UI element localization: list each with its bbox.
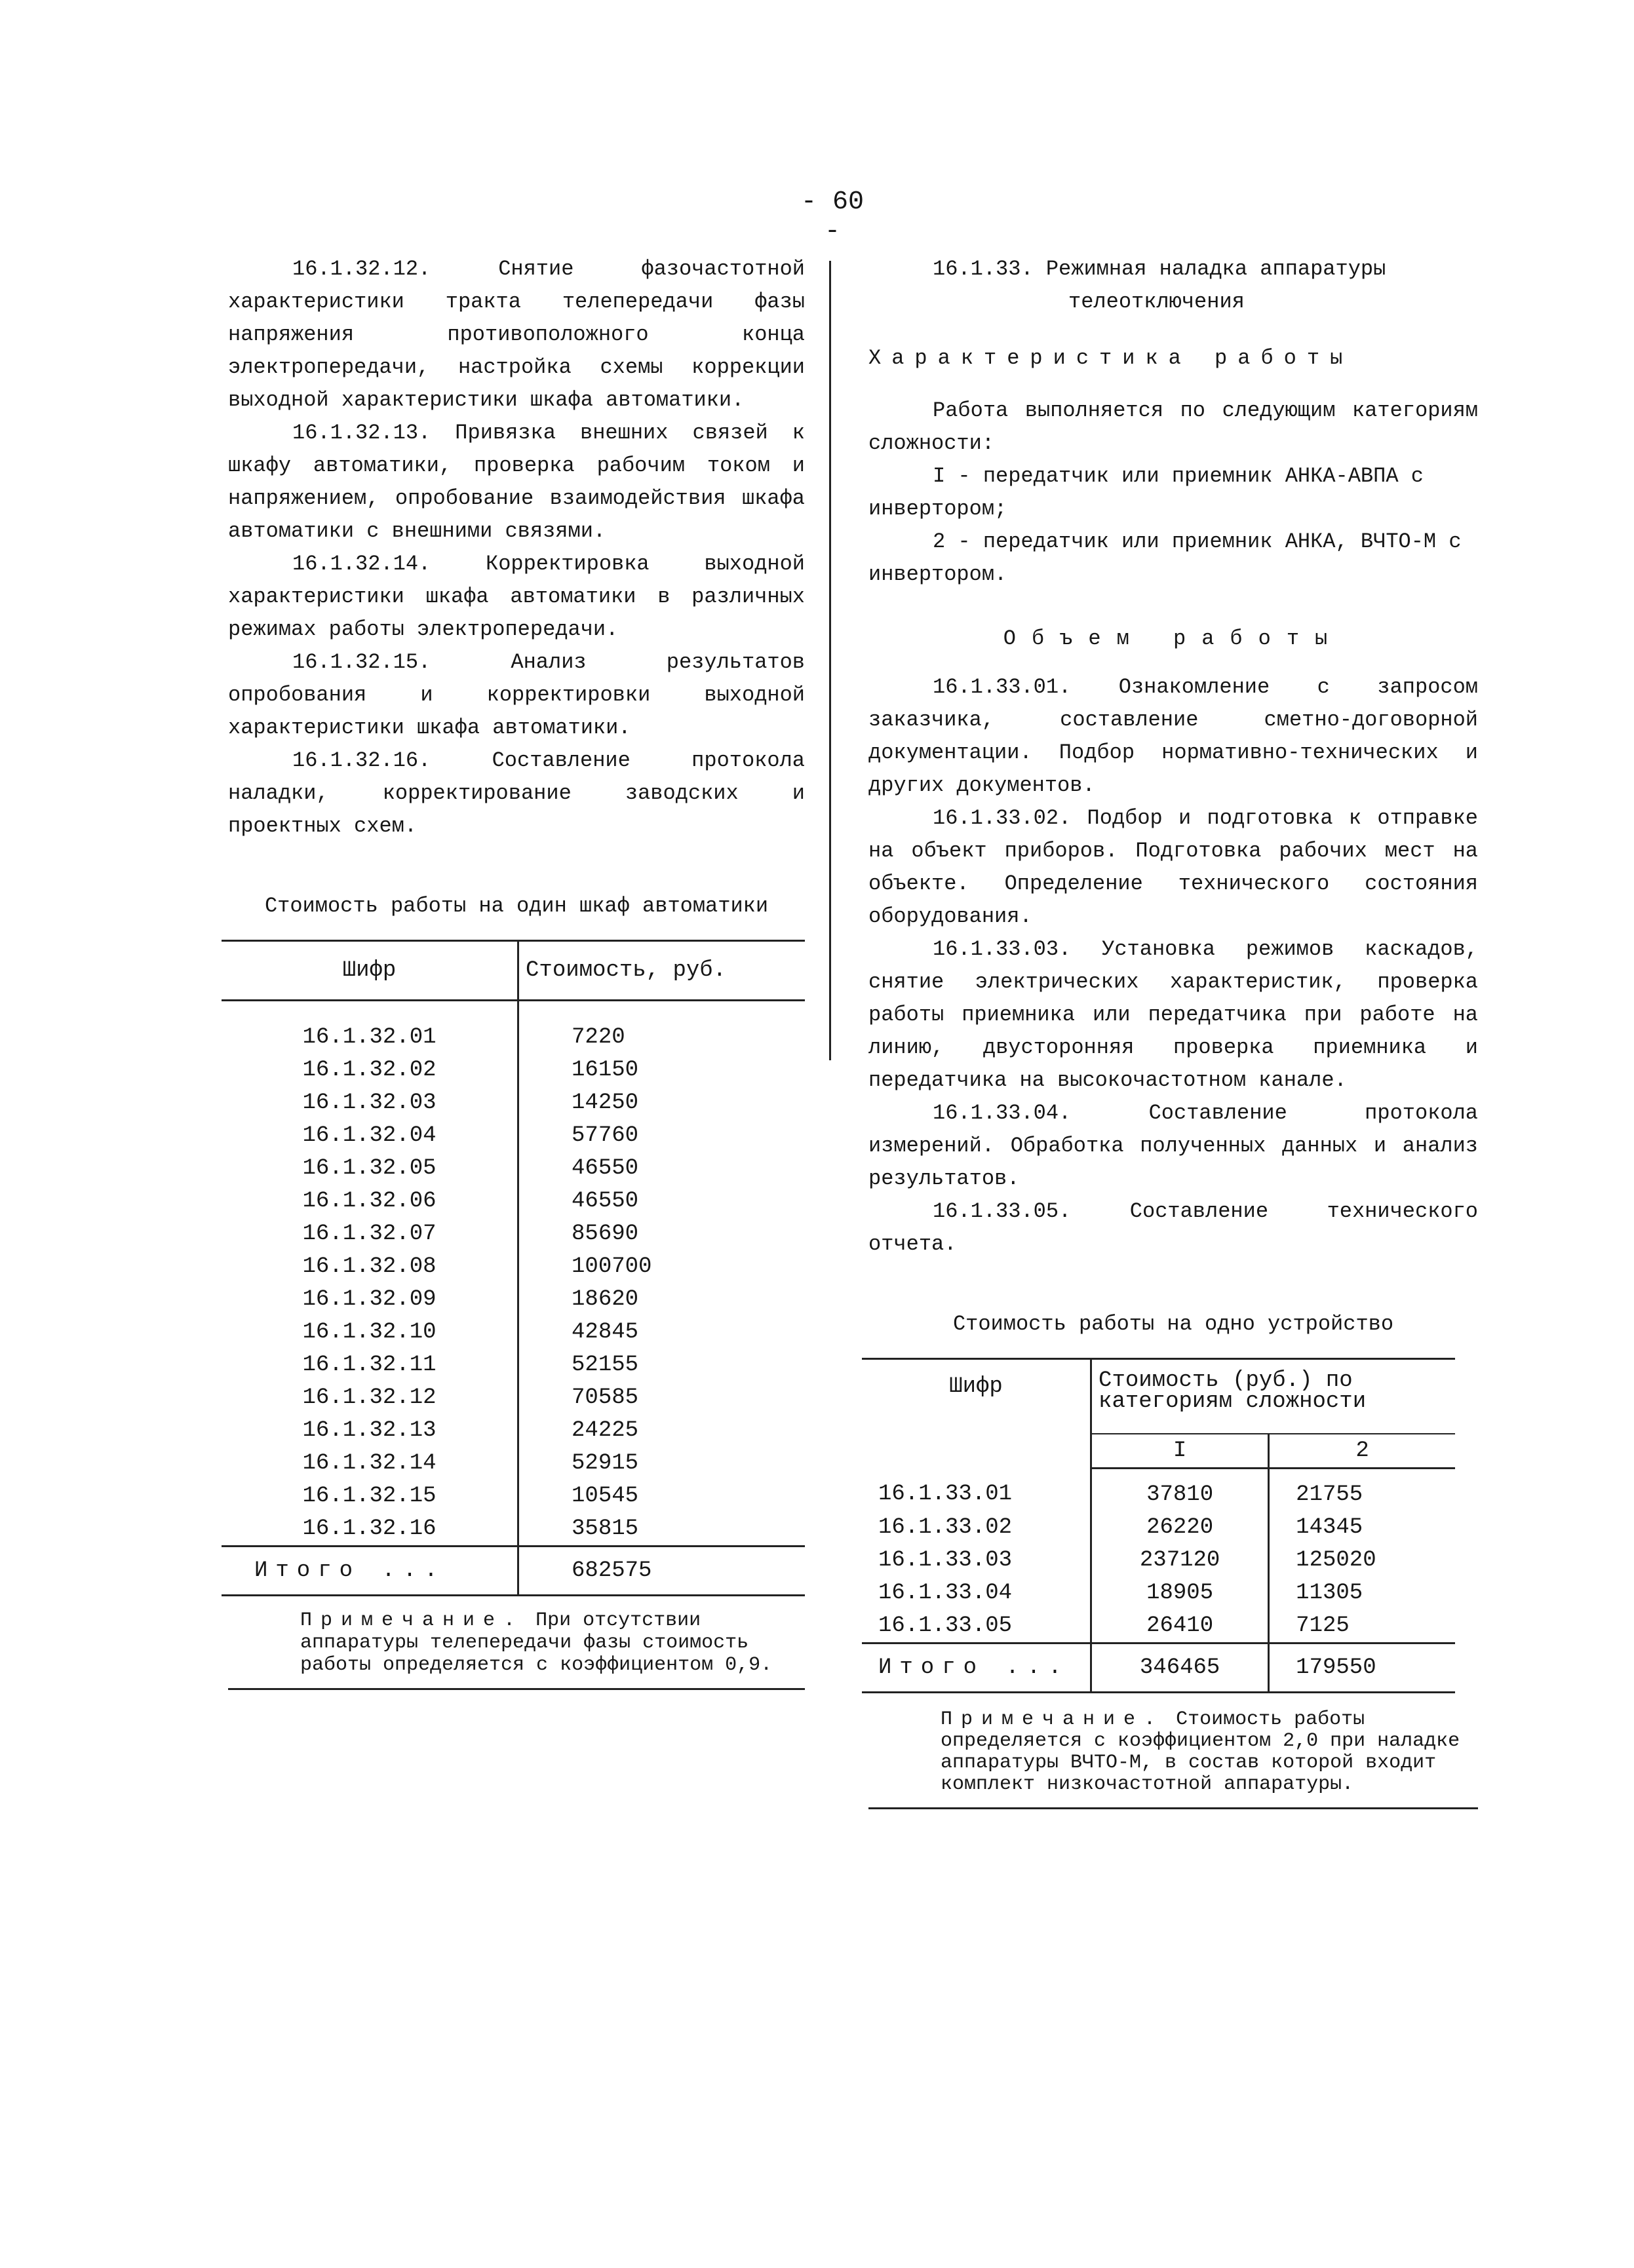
table-caption-device: Стоимость работы на одно устройство — [952, 1312, 1394, 1336]
total-cat-2: 179550 — [1269, 1643, 1455, 1693]
total-value: 682575 — [518, 1547, 805, 1596]
cell-code: 16.1.32.05 — [222, 1152, 518, 1185]
cell-cost: 42845 — [572, 1320, 639, 1345]
paragraph-16-1-33-05: 16.1.33.05. Составление технического отчета. — [868, 1199, 1478, 1256]
cell-code: 16.1.32.02 — [222, 1054, 518, 1086]
cell-cost: 100700 — [572, 1254, 652, 1279]
section-title-continued: телеотключения — [1068, 290, 1245, 314]
cost-table-device — [862, 1358, 1455, 1693]
cell-code: 16.1.32.04 — [222, 1119, 518, 1152]
cell-cost: 35815 — [572, 1516, 639, 1541]
note-text: Стоимость работы определяется с коэффициентом 2,0 при наладке аппаратуры ВЧТО-М, в состав которой входит комплект низкочастотной аппаратуры. — [941, 1708, 1460, 1796]
cell-code: 16.1.32.01 — [222, 1001, 518, 1054]
paragraph-16-1-32-14: 16.1.32.14. Корректировка выходной характеристики шкафа автоматики в различных режимах работы электропередачи. — [228, 552, 805, 642]
paragraph-16-1-33-02: 16.1.33.02. Подбор и подготовка к отправке на объект приборов. Подготовка рабочих мест на объекте. Определение технического состояния оборудования. — [868, 806, 1478, 929]
cell-cost: 85690 — [572, 1221, 639, 1246]
cell-cost-cat-2: 14345 — [1296, 1515, 1363, 1540]
table-row — [222, 1512, 805, 1547]
table-row — [862, 1609, 1455, 1643]
paragraph-16-1-32-12: 16.1.32.12. Снятие фазочастотной характеристики тракта телепередачи фазы напряжения противоположного конца электропередачи, настройка схемы коррекции выходной характеристики шкафа автоматики. — [228, 257, 805, 412]
cell-code: 16.1.32.12 — [222, 1381, 518, 1414]
left-column — [228, 253, 805, 1690]
total-label: Итого ... — [862, 1643, 1091, 1693]
total-cat-1: 346465 — [1091, 1643, 1269, 1693]
table-row — [222, 1001, 805, 1054]
header-cost: Стоимость, руб. — [518, 941, 805, 1001]
table-row — [222, 1250, 805, 1283]
cell-code: 16.1.33.01 — [862, 1469, 1091, 1512]
paragraph-16-1-32-13: 16.1.32.13. Привязка внешних связей к шкафу автоматики, проверка рабочим током и напряжением, опробование взаимодействия шкафа автоматики с внешними связями. — [228, 421, 805, 543]
cell-cost: 16150 — [572, 1058, 639, 1083]
cell-cost-cat-2: 125020 — [1296, 1548, 1376, 1573]
cell-code: 16.1.32.09 — [222, 1283, 518, 1316]
cell-cost: 52915 — [572, 1451, 639, 1476]
paragraph-16-1-33-01: 16.1.33.01. Ознакомление с запросом заказчика, составление сметно-договорной документации. Подбор нормативно-технических и других документов. — [868, 675, 1478, 798]
table-row — [222, 1119, 805, 1152]
cell-cost: 46550 — [572, 1189, 639, 1214]
cell-code: 16.1.33.04 — [862, 1577, 1091, 1609]
table-row — [222, 1381, 805, 1414]
header-code: Шифр — [862, 1359, 1091, 1469]
table-row — [222, 1152, 805, 1185]
category-2: 2 - передатчик или приемник АНКА, ВЧТО-М с инвертором. — [868, 529, 1462, 586]
category-1: I - передатчик или приемник АНКА-АВПА с инвертором; — [868, 464, 1424, 521]
cell-cost-cat-1: 237120 — [1091, 1544, 1269, 1577]
cell-code: 16.1.32.16 — [222, 1512, 518, 1547]
cell-code: 16.1.32.07 — [222, 1218, 518, 1250]
cell-cost-cat-1: 26220 — [1091, 1511, 1269, 1544]
cell-code: 16.1.32.03 — [222, 1086, 518, 1119]
cell-code: 16.1.32.11 — [222, 1349, 518, 1381]
table-row — [222, 1480, 805, 1512]
table-row — [222, 1316, 805, 1349]
paragraph-16-1-33-04: 16.1.33.04. Составление протокола измерений. Обработка полученных данных и анализ результатов. — [868, 1101, 1478, 1191]
cell-cost: 70585 — [572, 1385, 639, 1410]
cell-cost: 52155 — [572, 1353, 639, 1377]
table-row — [862, 1577, 1455, 1609]
cell-cost-cat-1: 18905 — [1091, 1577, 1269, 1609]
table-row — [222, 1349, 805, 1381]
cell-code: 16.1.32.13 — [222, 1414, 518, 1447]
cell-cost-cat-1: 26410 — [1091, 1609, 1269, 1643]
cell-code: 16.1.33.03 — [862, 1544, 1091, 1577]
cell-cost-cat-1: 37810 — [1091, 1469, 1269, 1512]
cell-cost: 10545 — [572, 1484, 639, 1509]
header-cost-by-category: Стоимость (руб.) по категориям сложности — [1091, 1359, 1455, 1434]
scope-heading: Объем работы — [1003, 626, 1344, 651]
cell-cost: 18620 — [572, 1287, 639, 1312]
table-total-row — [222, 1547, 805, 1596]
cell-code: 16.1.32.10 — [222, 1316, 518, 1349]
paragraph-16-1-32-16: 16.1.32.16. Составление протокола наладки, корректирование заводских и проектных схем. — [228, 748, 805, 838]
note-left — [228, 1609, 805, 1690]
total-label: Итого ... — [222, 1547, 518, 1596]
table-row — [222, 1218, 805, 1250]
header-category-1: I — [1091, 1434, 1269, 1469]
section-title: 16.1.33. Режимная наладка аппаратуры — [933, 257, 1386, 281]
right-column — [868, 253, 1478, 1809]
table-header-row — [862, 1359, 1455, 1434]
cell-code: 16.1.32.08 — [222, 1250, 518, 1283]
table-row — [862, 1544, 1455, 1577]
table-row — [222, 1054, 805, 1086]
table-total-row — [862, 1643, 1455, 1693]
cell-code: 16.1.32.14 — [222, 1447, 518, 1480]
table-header-row — [222, 941, 805, 1001]
cell-cost: 14250 — [572, 1090, 639, 1115]
cell-cost-cat-2: 21755 — [1296, 1482, 1363, 1507]
cell-cost: 24225 — [572, 1418, 639, 1443]
table-row — [222, 1086, 805, 1119]
cell-cost: 7220 — [572, 1025, 625, 1050]
table-row — [222, 1447, 805, 1480]
table-row — [222, 1414, 805, 1447]
intro-paragraph: Работа выполняется по следующим категориям сложности: — [868, 398, 1478, 455]
characteristic-heading: Характеристика работы — [868, 346, 1353, 370]
table-row — [862, 1469, 1455, 1512]
paragraph-16-1-32-15: 16.1.32.15. Анализ результатов опробования и корректировки выходной характеристики шкафа автоматики. — [228, 650, 805, 740]
header-code: Шифр — [222, 941, 518, 1001]
note-right — [868, 1709, 1478, 1809]
note-title: Примечание. — [941, 1708, 1165, 1731]
column-divider — [829, 261, 831, 1060]
paragraph-16-1-33-03: 16.1.33.03. Установка режимов каскадов, снятие электрических характеристик, проверка работы приемника или передатчика при работе на линию, двусторонняя проверка приемника и передатчика на высокочастотном канале. — [868, 937, 1478, 1092]
cell-code: 16.1.33.05 — [862, 1609, 1091, 1643]
cell-code: 16.1.32.15 — [222, 1480, 518, 1512]
table-row — [222, 1185, 805, 1218]
cell-cost-cat-2: 11305 — [1296, 1581, 1363, 1605]
cell-cost-cat-2: 7125 — [1296, 1613, 1350, 1638]
note-title: Примечание. — [300, 1609, 524, 1632]
header-category-2: 2 — [1269, 1434, 1455, 1469]
cell-cost: 46550 — [572, 1156, 639, 1181]
cost-table-cabinet — [222, 940, 805, 1596]
cell-code: 16.1.32.06 — [222, 1185, 518, 1218]
page-number: - 60 - — [800, 187, 864, 246]
table-row — [862, 1511, 1455, 1544]
cell-cost: 57760 — [572, 1123, 639, 1148]
table-row — [222, 1283, 805, 1316]
table-caption: Стоимость работы на один шкаф автоматики — [264, 894, 769, 918]
note-text: При отсутствии аппаратуры телепередачи фазы стоимость работы определяется с коэффициентом 0,9. — [300, 1609, 773, 1676]
cell-code: 16.1.33.02 — [862, 1511, 1091, 1544]
